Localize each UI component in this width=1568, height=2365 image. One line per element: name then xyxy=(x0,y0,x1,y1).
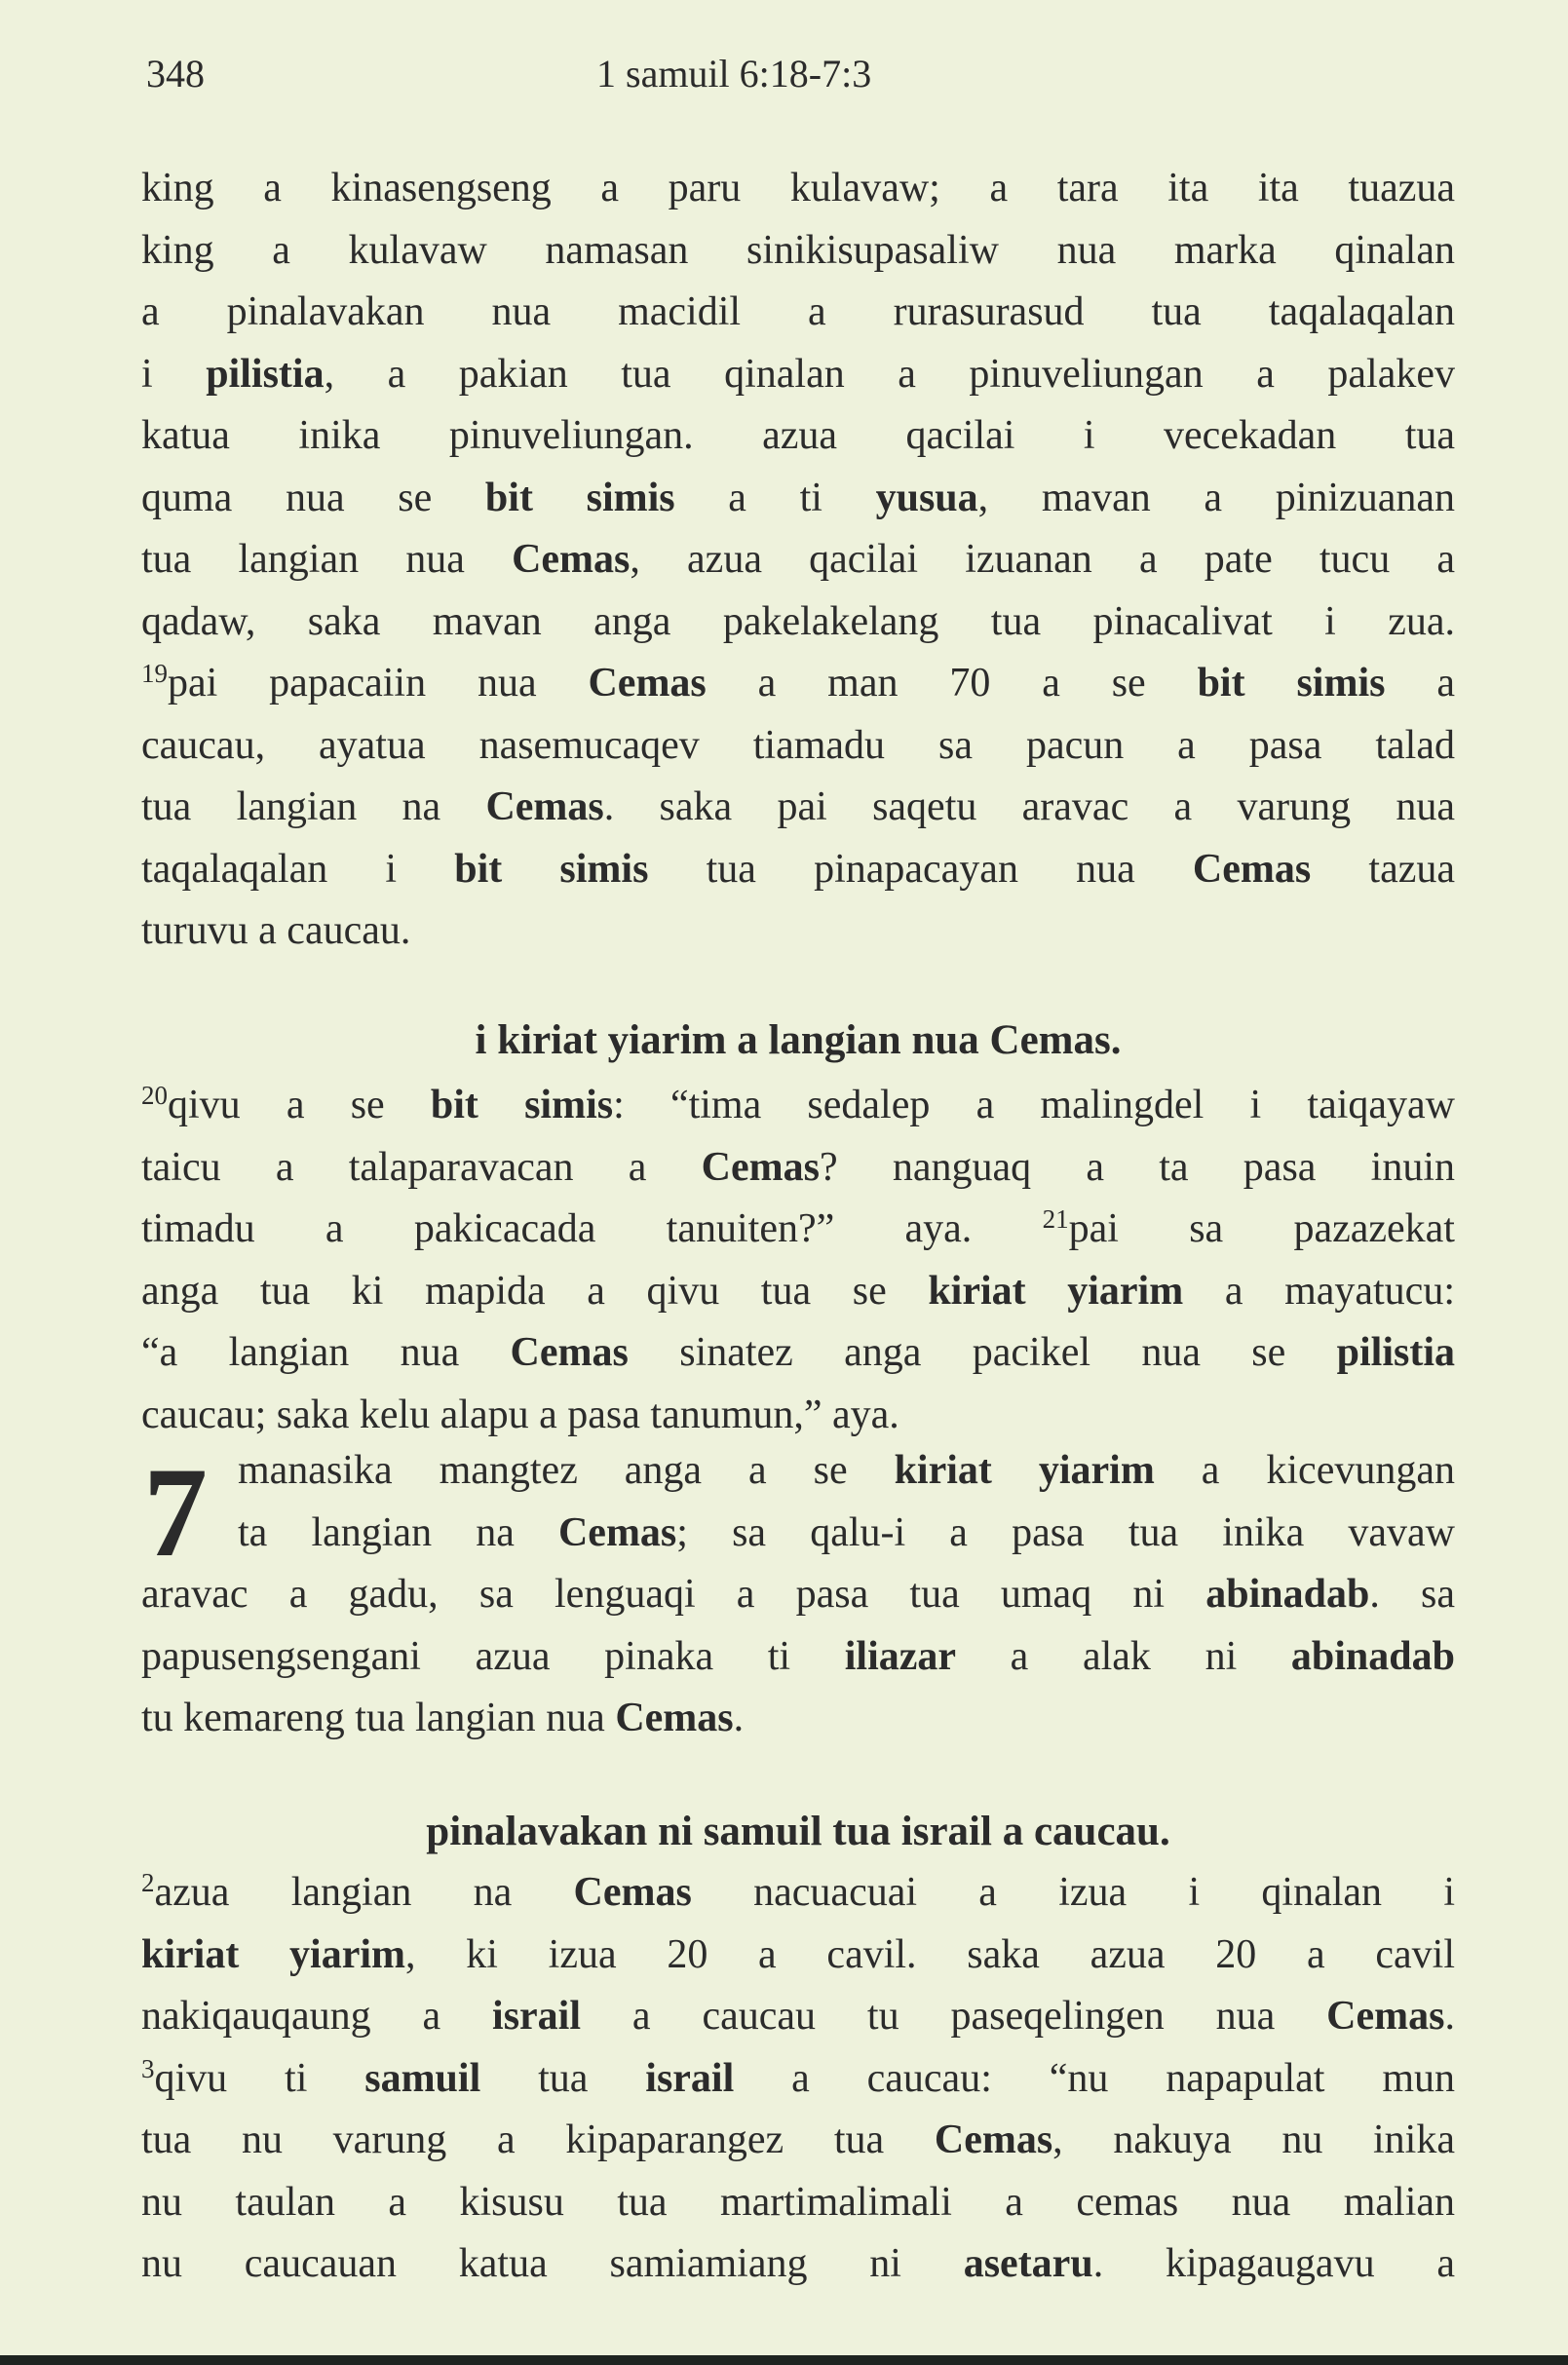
text-run: qivu a se xyxy=(168,1083,431,1127)
bold-term: Cemas xyxy=(615,1696,734,1740)
text-line xyxy=(141,715,1455,778)
text-line xyxy=(141,1503,1455,1565)
section-heading: pinalavakan ni samuil tua israil a caucau. xyxy=(426,1808,1170,1854)
text-line xyxy=(141,2110,1455,2172)
text-line xyxy=(141,2048,1455,2111)
text-line xyxy=(141,1075,1455,1137)
text-run: a mayatucu: xyxy=(1183,1268,1455,1314)
bold-term: pilistia xyxy=(1336,1330,1456,1375)
text-line xyxy=(141,220,1455,283)
bold-term: iliazar xyxy=(844,1633,957,1679)
bold-term: Cemas xyxy=(510,1330,629,1375)
bold-term: Cemas xyxy=(573,1870,692,1915)
text-run: nu taulan a kisusu tua martimalimali a cemas nua malian xyxy=(141,2179,1455,2225)
bold-term: kiriat yiarim xyxy=(894,1448,1155,1493)
text-run: timadu a pakicacada tanuiten?” aya. xyxy=(141,1206,1043,1251)
text-run: ta langian na xyxy=(238,1509,558,1555)
text-run: qivu ti xyxy=(154,2055,365,2101)
page-number: 348 xyxy=(146,52,205,95)
bold-term: kiriat yiarim xyxy=(928,1268,1184,1314)
text-run: ? nanguaq a ta pasa inuin xyxy=(819,1144,1455,1190)
text-run: tua langian na xyxy=(141,784,486,829)
text-run: pai sa pazazekat xyxy=(1068,1206,1455,1251)
text-line xyxy=(141,839,1455,901)
bold-term: bit simis xyxy=(454,846,649,892)
running-title: 1 samuil 6:18-7:3 xyxy=(596,52,872,95)
bold-term: samuil xyxy=(364,2055,481,2101)
text-run: a kicevungan xyxy=(1154,1448,1455,1493)
text-line xyxy=(141,158,1455,220)
text-line xyxy=(141,1385,1455,1447)
bold-term: Cemas xyxy=(701,1144,820,1190)
text-line xyxy=(141,468,1455,530)
verse-number: 21 xyxy=(1042,1204,1069,1234)
verse-number: 3 xyxy=(141,2053,155,2083)
verse-number: 2 xyxy=(141,1868,155,1897)
paragraph-group xyxy=(141,158,1455,963)
chapter-number: 7 xyxy=(143,1440,208,1583)
bold-term: Cemas xyxy=(1192,846,1312,892)
text-run: i xyxy=(141,351,207,397)
text-line xyxy=(141,900,1455,963)
text-run: a xyxy=(1385,661,1455,706)
text-run: tua nu varung a kipaparangez tua xyxy=(141,2117,935,2162)
text-run: anga tua ki mapida a qivu tua se xyxy=(141,1268,929,1314)
text-run: a caucau tu paseqelingen nua xyxy=(581,1994,1327,2039)
bold-term: bit simis xyxy=(484,475,675,520)
text-line xyxy=(141,2233,1455,2296)
text-run: king a kinasengseng a paru kulavaw; a tara ita ita tuazua xyxy=(141,166,1455,210)
text-run: azua langian na xyxy=(154,1870,574,1915)
bold-term: bit simis xyxy=(1197,661,1386,706)
bold-term: Cemas xyxy=(485,784,604,829)
text-run: nakiqauqaung a xyxy=(141,1994,493,2039)
text-run: , mavan a pinizuanan xyxy=(977,475,1455,520)
text-line xyxy=(141,405,1455,468)
text-run: turuvu a caucau. xyxy=(141,908,411,953)
bold-term: asetaru xyxy=(963,2241,1093,2286)
verse-number: 20 xyxy=(141,1081,168,1110)
paragraph-group xyxy=(141,1075,1455,1446)
bold-term: yusua xyxy=(875,475,978,520)
text-line xyxy=(141,344,1455,406)
text-run: king a kulavaw namasan sinikisupasaliw nua marka qinalan xyxy=(141,227,1455,273)
running-header xyxy=(0,51,1568,99)
text-run: a caucau: “nu napapulat mun xyxy=(734,2055,1456,2101)
text-line xyxy=(141,1199,1455,1261)
page-edge xyxy=(0,2355,1568,2365)
text-run: qadaw, saka mavan anga pakelakelang tua pinacalivat i zua. xyxy=(141,598,1455,644)
bold-term: Cemas xyxy=(588,661,707,706)
text-run: nacuacuai a izua i qinalan i xyxy=(691,1870,1455,1915)
text-run: quma nua se xyxy=(141,475,485,520)
text-run: . xyxy=(1444,1994,1455,2039)
text-line xyxy=(141,1137,1455,1200)
text-run: a alak ni xyxy=(956,1633,1291,1679)
text-line xyxy=(141,1626,1455,1689)
text-run: caucau, ayatua nasemucaqev tiamadu sa pacun a pasa talad xyxy=(141,722,1455,768)
text-run: . xyxy=(733,1696,745,1740)
text-run: , ki izua 20 a cavil. saka azua 20 a cavil xyxy=(405,1931,1456,1977)
text-run: a pinalavakan nua macidil a rurasurasud tua taqalaqalan xyxy=(141,289,1455,334)
text-run: : “tima sedalep a malingdel i taiqayaw xyxy=(613,1083,1455,1127)
text-run: tazua xyxy=(1311,846,1455,892)
bold-term: abinadab xyxy=(1205,1572,1370,1617)
text-run: sinatez anga pacikel nua se xyxy=(628,1330,1337,1375)
text-line xyxy=(141,1440,1455,1503)
paragraph-group xyxy=(141,1862,1455,2296)
text-line xyxy=(141,653,1455,715)
text-run: , azua qacilai izuanan a pate tucu a xyxy=(630,537,1455,582)
text-run: papusengsengani azua pinaka ti xyxy=(141,1633,845,1679)
text-line xyxy=(141,529,1455,591)
text-run: taqalaqalan i xyxy=(141,846,455,892)
text-run: . sa xyxy=(1369,1572,1455,1617)
bold-term: israil xyxy=(492,1994,582,2039)
text-line xyxy=(141,1261,1455,1323)
bold-term: Cemas xyxy=(934,2117,1053,2162)
page-body xyxy=(141,158,1455,2296)
text-run: , a pakian tua qinalan a pinuveliungan a palakev xyxy=(324,351,1455,397)
bold-term: Cemas xyxy=(512,537,631,582)
text-run: nu caucauan katua samiamiang ni xyxy=(141,2241,964,2286)
text-run: ; sa qalu-i a pasa tua inika vavaw xyxy=(676,1509,1455,1555)
bold-term: Cemas xyxy=(557,1509,677,1555)
text-line xyxy=(141,591,1455,654)
bold-term: pilistia xyxy=(206,351,325,397)
text-run: a ti xyxy=(674,475,876,520)
text-line xyxy=(141,2172,1455,2234)
verse-number: 19 xyxy=(141,659,168,688)
bold-term: bit simis xyxy=(430,1083,614,1127)
text-run: tu kemareng tua langian nua xyxy=(141,1696,616,1740)
text-run: a man 70 a se xyxy=(706,661,1198,706)
text-line xyxy=(141,1564,1455,1626)
text-run: pai papacaiin nua xyxy=(168,661,589,706)
text-run: tua xyxy=(480,2055,646,2101)
text-run: “a langian nua xyxy=(141,1330,511,1375)
text-line xyxy=(141,1862,1455,1925)
text-run: manasika mangtez anga a se xyxy=(238,1448,895,1493)
text-run: . kipagaugavu a xyxy=(1092,2241,1455,2286)
text-line xyxy=(141,1688,1455,1750)
text-run: taicu a talaparavacan a xyxy=(141,1144,702,1190)
text-run: aravac a gadu, sa lenguaqi a pasa tua umaq ni xyxy=(141,1572,1206,1617)
bold-term: kiriat yiarim xyxy=(141,1931,406,1977)
section-heading: i kiriat yiarim a langian nua Cemas. xyxy=(475,1016,1122,1063)
chapter-start xyxy=(141,1440,1455,1750)
text-run: caucau; saka kelu alapu a pasa tanumun,” aya. xyxy=(141,1392,899,1437)
text-run: , nakuya nu inika xyxy=(1052,2117,1455,2162)
text-line xyxy=(141,1986,1455,2048)
text-run: . saka pai saqetu aravac a varung nua xyxy=(603,784,1455,829)
bold-term: Cemas xyxy=(1326,1994,1445,2039)
text-run: katua inika pinuveliungan. azua qacilai i vecekadan tua xyxy=(141,413,1455,458)
bold-term: israil xyxy=(645,2055,735,2101)
text-line xyxy=(141,777,1455,839)
text-run: tua langian nua xyxy=(141,537,513,582)
text-line xyxy=(141,1322,1455,1385)
text-run: tua pinapacayan nua xyxy=(648,846,1193,892)
bold-term: abinadab xyxy=(1290,1633,1455,1679)
text-line xyxy=(141,282,1455,344)
text-line xyxy=(141,1925,1455,1987)
